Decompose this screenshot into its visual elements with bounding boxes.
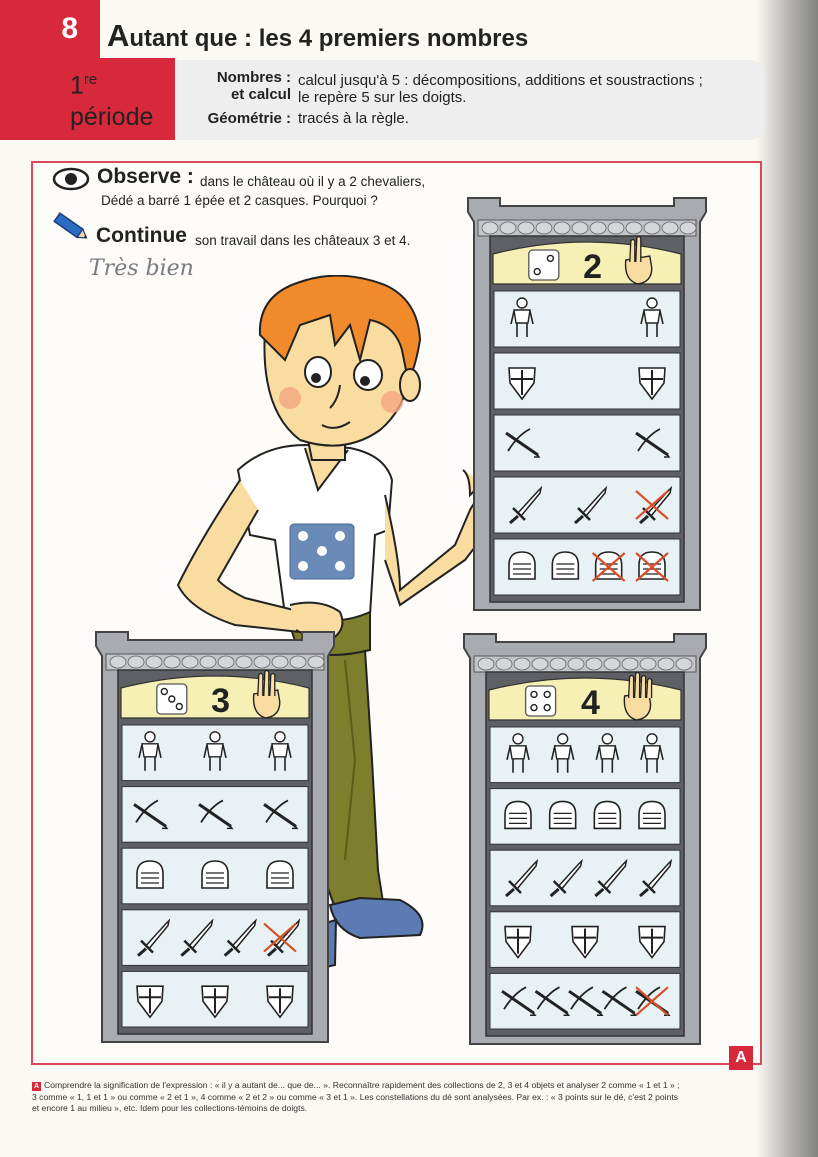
helmet-icon	[267, 861, 293, 888]
castle-row-swords	[494, 477, 680, 533]
castle-number: 4	[581, 684, 600, 722]
castle-row-crossbows	[122, 787, 308, 843]
castle-row-knights	[490, 727, 680, 783]
dice-icon	[526, 686, 556, 716]
observe-label: Observe :	[97, 165, 194, 188]
castle-row-shields	[490, 912, 680, 968]
castle-row-knights	[494, 291, 680, 347]
castle-row-helmets	[490, 789, 680, 845]
castle-4	[464, 634, 706, 1044]
dice-icon	[157, 684, 187, 714]
lesson-number: 8	[0, 0, 100, 58]
castle-row-helmets	[494, 539, 680, 595]
helmet-icon	[505, 801, 531, 828]
topic-value-numbers: calcul jusqu'à 5 : décompositions, additions et soustractions ; le repère 5 sur les doigts.	[298, 72, 703, 106]
teacher-note: A Comprendre la signification de l'expression : « il y a autant de... que de... ». Reconnaître rapidement des collections de 2, 3 et 4 objets et analyser 2 comme « 1 et 1 » ; 3 comme « 1, 1 et 1 » ou comme « 2 et 1 », 4 comme « 2 et 2 » ou comme « 3 et 1 ». Les constellations du dé sont analysées. Par ex. : « 3 points sur le dé, c'est 2 points et encore 1 au milieu », etc. Idem pour les collections-témoins de doigts.	[32, 1080, 680, 1114]
castle-row-crossbows	[490, 973, 680, 1029]
corner-badge: A	[729, 1046, 753, 1070]
topic-key-numbers: Nombres : et calcul	[216, 69, 291, 103]
helmet-icon	[594, 801, 620, 828]
period-label: 1re période	[70, 71, 154, 132]
dice-icon	[529, 250, 559, 280]
topic-value-geometry: tracés à la règle.	[298, 110, 409, 127]
castle-row-knights	[122, 725, 308, 781]
observe-text: dans le château où il y a 2 chevaliers,	[200, 174, 426, 189]
page-title: Autant que : les 4 premiers nombres	[107, 18, 529, 53]
helmet-icon	[509, 552, 535, 579]
castle-2	[468, 198, 706, 610]
castle-row-shields	[122, 971, 308, 1027]
castle-row-helmets	[122, 848, 308, 904]
castle-row-swords	[122, 910, 308, 966]
castle-3	[96, 632, 334, 1042]
observe-text-2: Dédé a barré 1 épée et 2 casques. Pourquoi ?	[101, 193, 378, 208]
castle-row-crossbows	[494, 415, 680, 471]
handwritten-note: Très bien	[89, 256, 194, 281]
helmet-icon	[552, 552, 578, 579]
topic-key-geometry: Géométrie :	[207, 110, 291, 127]
continue-text: son travail dans les châteaux 3 et 4.	[195, 233, 411, 248]
castle-number: 2	[583, 248, 603, 286]
teacher-note-marker: A	[33, 1083, 40, 1090]
castle-row-shields	[494, 353, 680, 409]
helmet-icon	[639, 801, 665, 828]
castle-number: 3	[211, 682, 231, 720]
continue-label: Continue	[96, 224, 187, 247]
helmet-icon	[550, 801, 576, 828]
castle-row-swords	[490, 850, 680, 906]
helmet-icon	[202, 861, 228, 888]
helmet-icon	[137, 861, 163, 888]
